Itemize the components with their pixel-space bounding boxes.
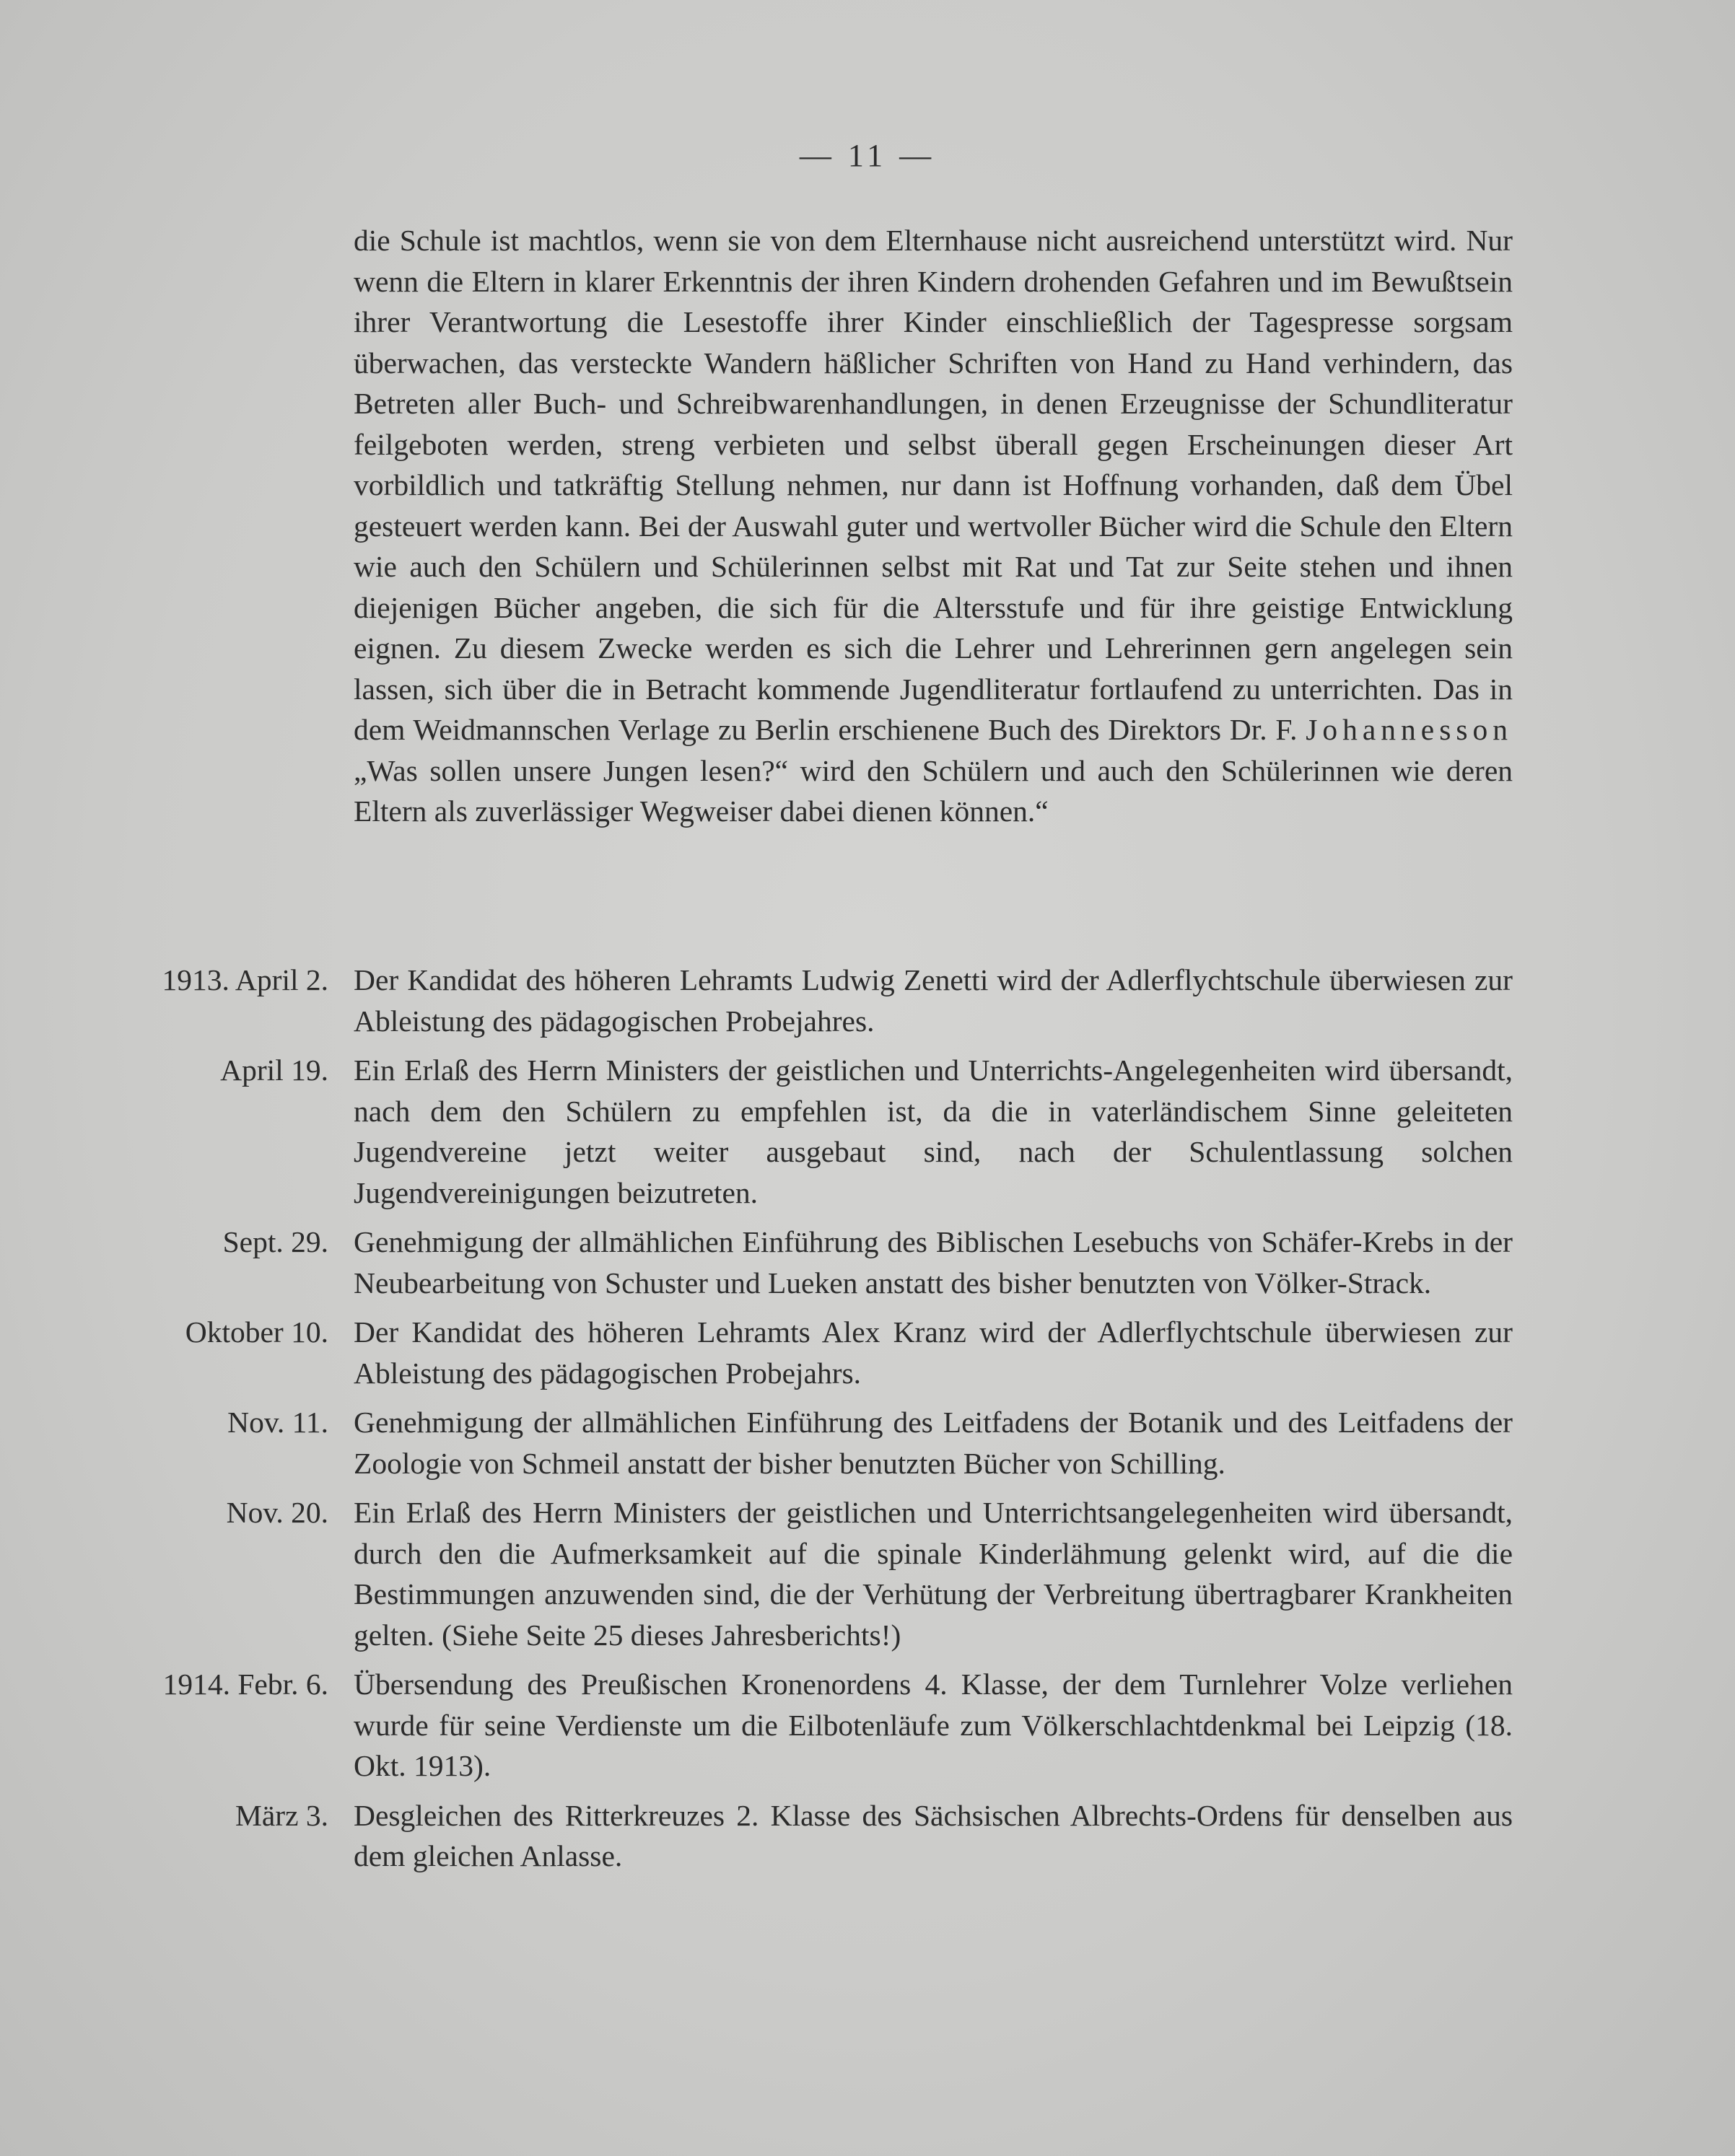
entry-text: Der Kandidat des höheren Lehramts Ludwig Zenetti wird der Adlerflychtschule überwiesen zur Ableistung des pädagogischen Probejahres. xyxy=(354,963,1513,1038)
chronicle-entry xyxy=(141,1222,1513,1303)
chronicle-entry xyxy=(141,1664,1513,1787)
entry-date: 1914. Febr. 6. xyxy=(162,1668,328,1701)
entry-text: Der Kandidat des höheren Lehramts Alex Kranz wird der Adlerflychtschule überwiesen zur Ableistung des pädagogischen Probejahrs. xyxy=(354,1315,1513,1390)
entry-text: Genehmigung der allmählichen Einführung des Biblischen Lesebuchs von Schäfer-Krebs in der Neubearbeitung von Schuster und Lueken anstatt des bisher benutzten von Völker-Strack. xyxy=(354,1225,1513,1300)
paragraph-text-part1: die Schule ist machtlos, wenn sie von dem Elternhause nicht ausreichend unterstützt wird. Nur wenn die Eltern in klarer Erkenntnis der ihren Kindern drohenden Gefahren und im Bewußtsein ihrer Verantwortung die Lesestoffe ihrer Kinder einschließlich der Tagespresse sorgsam überwachen, das versteckte Wandern häßlicher Schriften von Hand zu Hand verhindern, das Betreten aller Buch- und Schreibwarenhandlungen, in denen Erzeugnisse der Schundliteratur feilgeboten werden, streng verbieten und selbst überall gegen Erscheinungen dieser Art vorbildlich und tatkräftig Stellung nehmen, nur dann ist Hoffnung vorhanden, daß dem Übel gesteuert werden kann. Bei der Auswahl guter und wertvoller Bücher wird die Schule den Eltern wie auch den Schülern und Schülerinnen selbst mit Rat und Tat zur Seite stehen und ihnen diejenigen Bücher angeben, die sich für die Altersstufe und für ihre geistige Entwicklung eignen. Zu diesem Zwecke werden es sich die Lehrer und Lehrerinnen gern angelegen sein lassen, sich über die in Betracht kommende Jugendliteratur fortlaufend zu unterrichten. Das in dem Weidmannschen Verlage zu Berlin erschienene Buch des Direktors Dr. F. xyxy=(354,224,1513,746)
page-number: — 11 — xyxy=(799,138,936,173)
entry-text: Desgleichen des Ritterkreuzes 2. Klasse des Sächsischen Albrechts-Ordens für denselben aus dem gleichen Anlasse. xyxy=(354,1798,1513,1872)
entry-text: Übersendung des Preußischen Kronenordens 4. Klasse, der dem Turnlehrer Volze verliehen wurde für seine Verdienste um die Eilbotenläufe zum Völkerschlachtdenkmal bei Leipzig (18. Okt. 1913). xyxy=(354,1668,1513,1782)
entry-date: Sept. 29. xyxy=(222,1225,328,1258)
chronicle-entry xyxy=(141,1402,1513,1484)
entry-text: Ein Erlaß des Herrn Ministers der geistlichen und Unterrichts-Angelegenheiten wird übersandt, nach dem den Schülern zu empfehlen ist, da die in vaterländischem Sinne geleiteten Jugendvereine jetzt weiter ausgebaut sind, nach der Schulentlassung solchen Jugendvereinigungen beizutreten. xyxy=(354,1053,1513,1209)
paragraph-text-part2: „Was sollen unsere Jungen lesen?“ wird den Schülern und auch den Schülerinnen wie deren Eltern als zuverlässiger Wegweiser dabei dienen können.“ xyxy=(354,753,1513,828)
entry-date: März 3. xyxy=(235,1798,328,1832)
body-paragraph xyxy=(354,220,1513,832)
chronicle-entry xyxy=(141,1492,1513,1655)
author-name: Johannesson xyxy=(1306,713,1513,746)
chronicle-entry xyxy=(141,960,1513,1041)
chronicle-entries xyxy=(141,960,1513,1885)
chronicle-entry xyxy=(141,1795,1513,1877)
entry-date: April 19. xyxy=(220,1053,328,1087)
chronicle-entry xyxy=(141,1050,1513,1213)
entry-text: Genehmigung der allmählichen Einführung des Leitfadens der Botanik und des Leitfadens der Zoologie von Schmeil anstatt der bisher benutzten Bücher von Schilling. xyxy=(354,1406,1513,1480)
entry-date: 1913. April 2. xyxy=(162,963,328,996)
entry-text: Ein Erlaß des Herrn Ministers der geistlichen und Unterrichtsangelegenheiten wird übersandt, durch den die Aufmerksamkeit auf die spinale Kinderlähmung gelenkt wird, auf die die Bestimmungen anzuwenden sind, die der Verhütung der Verbreitung übertragbarer Krankheiten gelten. (Siehe Seite 25 dieses Jahresberichts!) xyxy=(354,1496,1513,1652)
entry-date: Nov. 20. xyxy=(226,1496,328,1529)
entry-date: Oktober 10. xyxy=(185,1315,328,1349)
entry-date: Nov. 11. xyxy=(227,1406,328,1439)
chronicle-entry xyxy=(141,1312,1513,1393)
